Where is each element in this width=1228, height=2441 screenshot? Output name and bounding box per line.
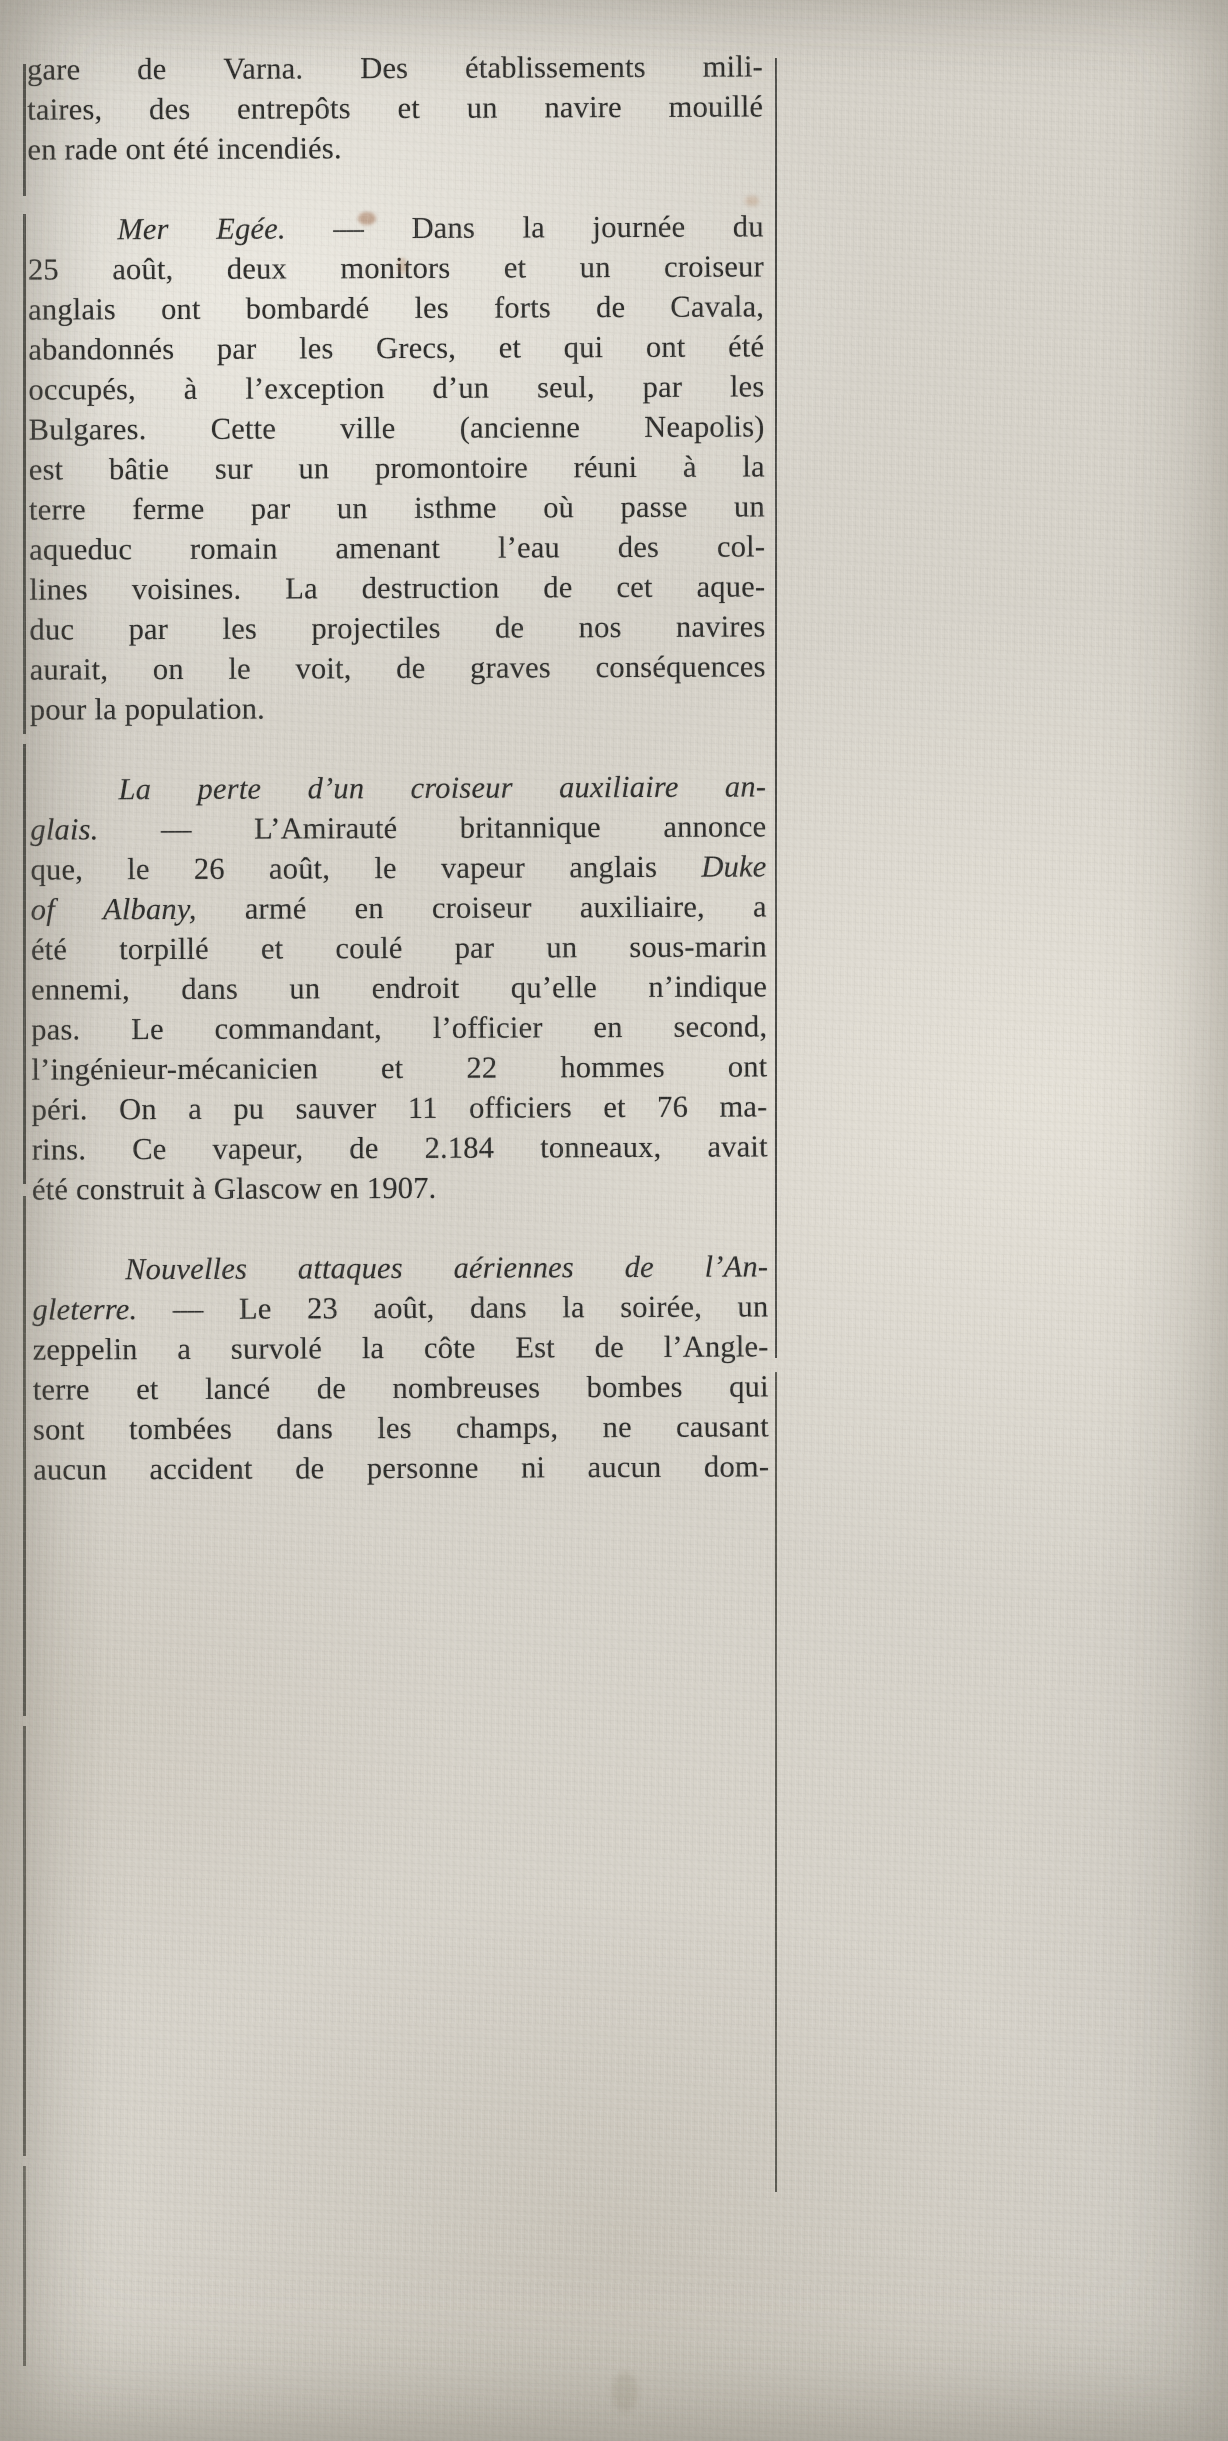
word: ont (160, 291, 201, 327)
word: officiers (468, 1090, 572, 1125)
word: britannique (459, 810, 601, 845)
text-line (30, 806, 766, 849)
text-line (28, 366, 764, 409)
word: l’officier (432, 1010, 543, 1045)
word: tonneaux, (540, 1129, 662, 1165)
word: bombes (586, 1369, 683, 1405)
word: bombardé (245, 291, 370, 326)
word: dans (276, 1411, 334, 1446)
word: gare (26, 52, 81, 87)
word: en (321, 1171, 360, 1206)
word: ferme (132, 491, 205, 527)
word: les (377, 1410, 412, 1446)
text-column (0, 0, 795, 1487)
word: 76 (657, 1089, 689, 1124)
word: causant (675, 1409, 770, 1444)
word: par (642, 369, 683, 404)
word: ont (117, 132, 166, 167)
word: forts (493, 290, 552, 325)
word: monitors (340, 250, 451, 286)
word: Mer (117, 212, 169, 247)
word: qu’elle (510, 970, 598, 1005)
word: l’eau (497, 530, 561, 565)
word: avait (707, 1129, 768, 1164)
word: et (603, 1090, 626, 1125)
word: La (285, 571, 318, 606)
word: anglais (569, 849, 658, 885)
word: un (737, 1289, 769, 1324)
word: duc (29, 612, 75, 647)
word: navires (675, 609, 766, 644)
word: croiseur (431, 890, 532, 925)
word: annonce (663, 809, 767, 844)
text-line (31, 1006, 767, 1049)
word: soirée, (620, 1289, 703, 1325)
word: cet (616, 569, 653, 605)
word: aucun (33, 1452, 108, 1487)
word: 2.184 (424, 1130, 495, 1165)
text-line (31, 886, 767, 929)
text-line (32, 1086, 768, 1129)
word: ma- (719, 1089, 768, 1124)
word: pas. (31, 1012, 81, 1047)
word: dans (469, 1290, 527, 1325)
word: mili- (702, 49, 764, 84)
word: par (454, 930, 495, 965)
word: lancé (204, 1371, 271, 1406)
word: voisines. (131, 571, 242, 607)
word: hommes (560, 1049, 665, 1085)
word: Est (515, 1330, 556, 1365)
word: d’un (307, 771, 365, 806)
word: on (152, 651, 184, 687)
word: projectiles (311, 610, 441, 646)
word: ennemi, (31, 972, 130, 1007)
word: ont (727, 1049, 768, 1084)
text-line (33, 1406, 769, 1449)
word: mouillé (668, 89, 764, 124)
word: côte (423, 1330, 476, 1365)
word: et (397, 90, 421, 126)
word: de (543, 570, 573, 605)
word: en (354, 891, 384, 926)
word: seul, (536, 370, 595, 405)
word: par (250, 491, 291, 526)
word: gleterre. (32, 1292, 138, 1327)
word: sont (32, 1412, 85, 1447)
text-line (28, 206, 764, 249)
word: Le (238, 1291, 272, 1326)
word: Nouvelles (124, 1251, 248, 1287)
word: Glascow (205, 1171, 323, 1206)
word: population. (116, 691, 266, 727)
paragraph-indent (30, 769, 72, 809)
word: torpillé (119, 931, 209, 967)
word: La (118, 772, 152, 807)
word: de (295, 1451, 325, 1486)
word: de (137, 52, 167, 87)
word: le (374, 851, 397, 886)
word: la (361, 1331, 385, 1366)
text-line (29, 526, 765, 569)
word: par (216, 331, 257, 366)
column-rule-left-segment-1 (23, 64, 26, 196)
word: les (414, 290, 449, 325)
column-rule-right-upper (775, 58, 777, 1358)
word: ni (520, 1450, 546, 1485)
column-rule-left-segment-4 (23, 1196, 26, 1716)
text-line (27, 46, 763, 89)
word: 11 (407, 1090, 438, 1125)
word: an- (724, 769, 767, 804)
column-rule-left-segment-6 (23, 2166, 26, 2366)
word: coulé (335, 930, 403, 966)
word: amenant (335, 530, 441, 566)
word: qui (729, 1369, 769, 1404)
word: conséquences (595, 649, 766, 685)
word: (ancienne (459, 410, 581, 445)
text-line (29, 486, 765, 529)
word: réuni (573, 449, 638, 485)
word: zeppelin (32, 1332, 138, 1367)
word: la (562, 1290, 585, 1325)
word: ne (602, 1409, 632, 1445)
word: août, (268, 851, 331, 886)
word: — (333, 211, 365, 246)
paragraph-indent (32, 1249, 74, 1289)
word: terre (28, 492, 86, 527)
word: Albany, (102, 891, 197, 927)
word: l’exception (245, 371, 385, 406)
word: de (396, 650, 426, 686)
word: navire (544, 90, 622, 125)
word: août, (112, 251, 174, 287)
word: et (498, 330, 522, 365)
text-line (33, 1446, 769, 1489)
word: isthme (414, 490, 497, 525)
word: col- (716, 529, 766, 564)
word: terre (32, 1372, 90, 1407)
word: Le (131, 1012, 164, 1047)
word: Neapolis) (644, 409, 765, 444)
word: péri. (31, 1092, 88, 1127)
word: graves (470, 650, 551, 685)
column-rule-left-segment-2 (23, 214, 26, 734)
word: des (149, 91, 191, 127)
word: second, (673, 1009, 768, 1044)
word: tombées (128, 1411, 233, 1447)
word: qui (563, 330, 604, 365)
text-line (32, 1246, 768, 1289)
word: endroit (371, 970, 460, 1006)
word: romain (189, 531, 278, 566)
word: journée (592, 209, 686, 245)
word: lines (29, 572, 89, 607)
word: perte (197, 771, 262, 806)
word: en (593, 1010, 623, 1045)
word: à (183, 371, 198, 406)
word: bâtie (108, 452, 170, 487)
word: à (682, 449, 697, 484)
word: du (732, 209, 764, 244)
word: promontoire (374, 450, 529, 486)
word: rins. (31, 1132, 87, 1167)
text-line (30, 766, 766, 809)
word: armé (244, 891, 307, 926)
word: passe (620, 489, 688, 525)
word: un (336, 491, 368, 526)
word: un (579, 250, 611, 285)
word: 26 (193, 851, 225, 886)
word: ville (340, 411, 396, 446)
word: aurait, (29, 652, 109, 687)
word: attaques (297, 1250, 403, 1286)
word: auxiliaire, (579, 889, 705, 925)
word: abandonnés (28, 331, 175, 367)
paragraph-indent (28, 209, 70, 249)
text-line (30, 846, 766, 889)
word: l’ingénieur-mécanicien (31, 1051, 319, 1087)
text-line (30, 646, 766, 689)
word: sur (214, 451, 253, 486)
word: auxiliaire (558, 769, 679, 805)
word: Bulgares. (28, 412, 147, 447)
word: a (188, 1091, 202, 1126)
word: Varna. (223, 51, 304, 86)
word: champs, (456, 1410, 559, 1445)
word: Dans (411, 210, 476, 245)
word: vapeur (440, 850, 526, 885)
word: de (316, 1371, 347, 1406)
word: ont (645, 329, 686, 364)
text-line (28, 246, 764, 289)
word: Duke (701, 849, 767, 884)
word: le (228, 651, 251, 686)
text-line (29, 406, 765, 449)
word: Egée. (216, 211, 286, 246)
word: de (349, 1131, 379, 1166)
text-line (27, 126, 763, 169)
word: voit, (295, 651, 352, 686)
word: dans (181, 971, 239, 1006)
word: Cavala, (670, 289, 765, 324)
word: L’Amirauté (254, 811, 398, 846)
word: glais. (30, 812, 99, 847)
word: aucun (587, 1449, 662, 1485)
word: 22 (466, 1050, 498, 1085)
word: vapeur, (212, 1131, 304, 1166)
word: aque- (696, 569, 766, 604)
text-line (33, 1326, 769, 1369)
word: rade (56, 132, 118, 167)
word: que, (30, 852, 84, 887)
word: un (289, 971, 321, 1006)
word: été (30, 932, 68, 967)
text-line (31, 1046, 767, 1089)
word: 23 (306, 1291, 339, 1326)
word: l’Angle- (663, 1329, 769, 1364)
word: les (222, 611, 258, 646)
word: nos (578, 610, 622, 645)
word: été (165, 131, 210, 167)
text-line (32, 1286, 768, 1329)
word: a (752, 889, 767, 924)
word: nombreuses (392, 1370, 541, 1406)
word: n’indique (648, 969, 768, 1004)
word: la (742, 449, 765, 484)
word: et (380, 1050, 404, 1086)
word: le (127, 852, 150, 887)
word: la (522, 210, 546, 245)
word: août, (373, 1290, 435, 1326)
word: Ce (132, 1132, 167, 1167)
text-line (29, 446, 765, 489)
word: un (466, 90, 498, 125)
word: dom- (703, 1449, 770, 1484)
word: été (31, 1172, 69, 1207)
word: survolé (230, 1331, 323, 1366)
word: a (177, 1331, 192, 1366)
word: — (172, 1291, 204, 1326)
word: de (594, 1330, 624, 1365)
text-line (28, 326, 764, 369)
word: l’An- (704, 1249, 769, 1284)
word: 1907. (358, 1170, 437, 1206)
column-rule-left-segment-3 (23, 744, 26, 1184)
word: les (729, 369, 765, 404)
text-line (29, 566, 765, 609)
foxing-spot (745, 196, 759, 206)
text-line (28, 286, 764, 329)
word: Des (360, 50, 409, 86)
word: les (298, 331, 334, 366)
word: of (30, 892, 55, 927)
word: croiseur (410, 770, 513, 805)
foxing-spot (612, 2372, 638, 2412)
word: un (298, 451, 330, 486)
word: de (624, 1249, 654, 1285)
word: construit (68, 1171, 185, 1207)
word: par (128, 612, 169, 647)
word: et (136, 1372, 159, 1407)
word: est (28, 452, 64, 487)
word: Cette (210, 411, 277, 446)
word: pu (233, 1091, 265, 1126)
word: un (546, 930, 578, 965)
text-line (32, 1166, 768, 1209)
word: accident (149, 1451, 253, 1487)
word: commandant, (214, 1011, 383, 1046)
word: des (617, 529, 660, 565)
word: entrepôts (237, 91, 351, 126)
word: et (260, 931, 284, 966)
word: la (86, 692, 117, 727)
text-line (31, 926, 767, 969)
word: On (118, 1092, 157, 1127)
word: sous-marin (629, 929, 767, 964)
word: aqueduc (29, 532, 133, 567)
word: sauver (295, 1091, 377, 1126)
word: destruction (361, 570, 500, 606)
text-line (30, 686, 766, 729)
word: en (27, 132, 57, 167)
column-rule-right-lower (775, 1372, 777, 2192)
word: occupés, (28, 372, 137, 407)
column-rule-left-segment-5 (23, 1726, 26, 2156)
word: taires, (27, 92, 103, 127)
word: aériennes (453, 1250, 574, 1285)
word: pour (29, 692, 87, 727)
word: personne (366, 1450, 479, 1486)
word: Grecs, (376, 330, 457, 366)
word: 25 (27, 252, 59, 287)
word: établissements (465, 49, 646, 85)
text-line (33, 1366, 769, 1409)
word: où (543, 490, 575, 525)
word: croiseur (664, 249, 765, 284)
text-line (29, 606, 765, 649)
word: un (733, 489, 765, 524)
word: deux (226, 251, 288, 286)
text-line (32, 1126, 768, 1169)
word: anglais (28, 292, 116, 327)
word: été (728, 329, 765, 364)
word: incendiés. (209, 131, 342, 166)
word: de (596, 290, 626, 325)
word: et (503, 250, 527, 285)
word: de (494, 610, 525, 645)
text-line (27, 86, 763, 129)
text-line (31, 966, 767, 1009)
word: d’un (432, 370, 490, 405)
word: — (160, 811, 192, 847)
word: à (184, 1171, 207, 1206)
